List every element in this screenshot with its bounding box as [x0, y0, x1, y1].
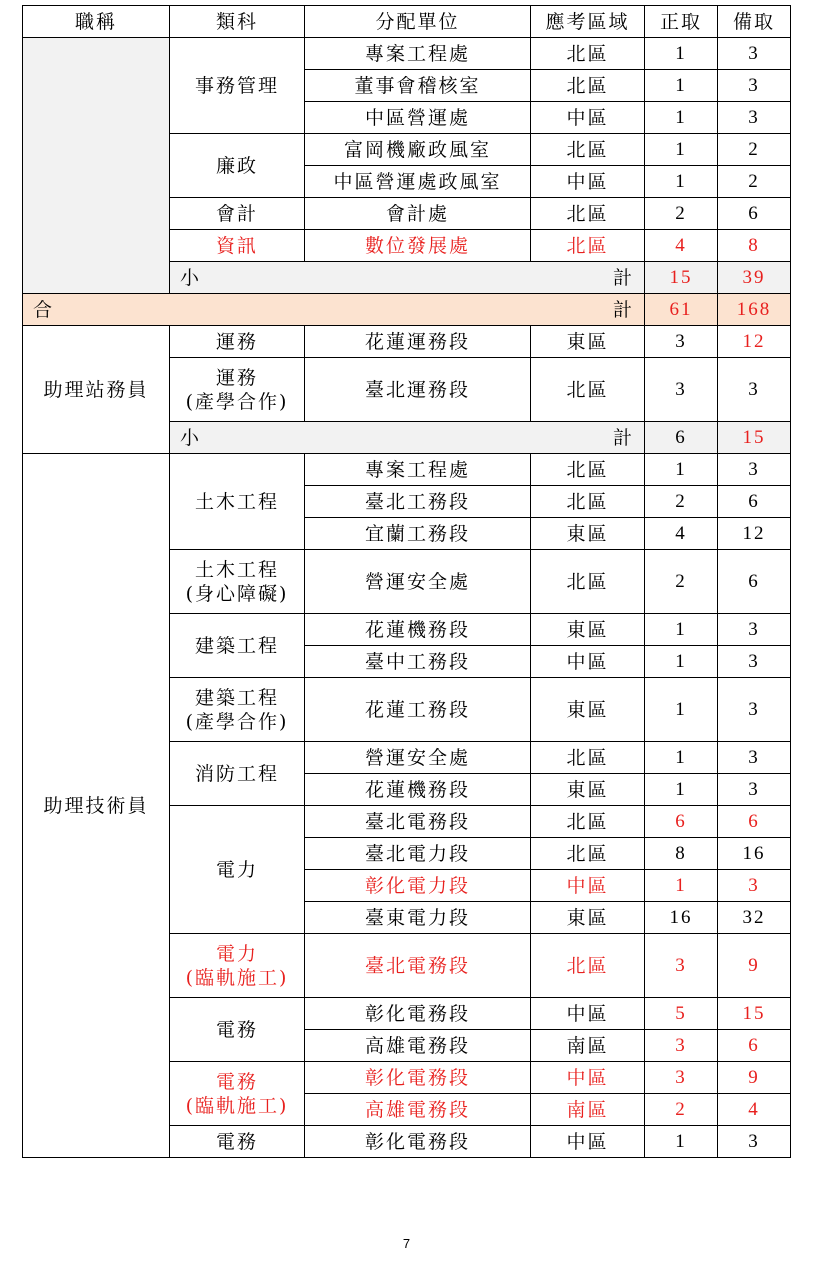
reserve-cell: 12 [718, 326, 791, 358]
region-cell: 北區 [531, 454, 645, 486]
reserve-cell: 6 [718, 486, 791, 518]
reserve-cell: 3 [718, 870, 791, 902]
header-admit: 正取 [645, 6, 718, 38]
admit-cell: 3 [645, 326, 718, 358]
admit-cell: 1 [645, 1126, 718, 1158]
unit-cell: 會計處 [305, 198, 531, 230]
reserve-cell: 3 [718, 614, 791, 646]
region-cell: 東區 [531, 774, 645, 806]
unit-cell: 營運安全處 [305, 550, 531, 614]
admit-cell: 6 [645, 806, 718, 838]
reserve-cell: 3 [718, 70, 791, 102]
unit-cell: 董事會稽核室 [305, 70, 531, 102]
category-cell: 電務 [170, 998, 305, 1062]
region-cell: 南區 [531, 1094, 645, 1126]
admit-cell: 1 [645, 70, 718, 102]
subtotal-left-label: 小 [180, 426, 202, 449]
region-cell: 中區 [531, 646, 645, 678]
subtotal-label-cell [170, 262, 645, 294]
reserve-cell: 8 [718, 230, 791, 262]
reserve-cell: 6 [718, 198, 791, 230]
unit-cell: 臺北電力段 [305, 838, 531, 870]
admit-cell: 8 [645, 838, 718, 870]
category-line2: (臨軌施工) [185, 1094, 289, 1117]
region-cell: 北區 [531, 198, 645, 230]
subtotal-left-label: 小 [180, 266, 202, 289]
category-cell: 建築工程 [170, 614, 305, 678]
category-cell: 消防工程 [170, 742, 305, 806]
reserve-cell: 9 [718, 934, 791, 998]
job-title-cell-empty [23, 38, 170, 294]
reserve-cell: 6 [718, 1030, 791, 1062]
admit-cell: 1 [645, 454, 718, 486]
category-line2: (臨軌施工) [185, 966, 289, 989]
reserve-cell: 6 [718, 806, 791, 838]
admit-cell: 1 [645, 646, 718, 678]
category-cell: 運務 [170, 326, 305, 358]
admit-cell: 3 [645, 1062, 718, 1094]
admit-cell: 3 [645, 934, 718, 998]
reserve-cell: 15 [718, 998, 791, 1030]
admit-cell: 1 [645, 678, 718, 742]
category-cell: 電力 [170, 806, 305, 934]
subtotal-admit: 15 [645, 262, 718, 294]
category-cell: 土木工程 [170, 454, 305, 550]
reserve-cell: 3 [718, 646, 791, 678]
category-line2: (產學合作) [185, 710, 289, 733]
region-cell: 南區 [531, 1030, 645, 1062]
reserve-cell: 3 [718, 102, 791, 134]
unit-cell: 彰化電務段 [305, 1126, 531, 1158]
reserve-cell: 3 [718, 774, 791, 806]
admit-cell: 1 [645, 102, 718, 134]
unit-cell: 專案工程處 [305, 454, 531, 486]
job-title-cell: 助理站務員 [23, 326, 170, 454]
table-row [23, 326, 791, 358]
region-cell: 北區 [531, 70, 645, 102]
region-cell: 中區 [531, 166, 645, 198]
admit-cell: 4 [645, 518, 718, 550]
region-cell: 中區 [531, 870, 645, 902]
unit-cell: 臺北運務段 [305, 358, 531, 422]
category-line1: 電力 [215, 942, 258, 965]
region-cell: 北區 [531, 806, 645, 838]
table-row [23, 454, 791, 486]
subtotal-reserve: 39 [718, 262, 791, 294]
header-title: 職稱 [23, 6, 170, 38]
admit-cell: 1 [645, 134, 718, 166]
unit-cell: 臺中工務段 [305, 646, 531, 678]
admit-cell: 1 [645, 774, 718, 806]
region-cell: 中區 [531, 998, 645, 1030]
unit-cell: 花蓮運務段 [305, 326, 531, 358]
unit-cell: 臺北電務段 [305, 934, 531, 998]
page-number: 7 [402, 1236, 411, 1251]
reserve-cell: 2 [718, 134, 791, 166]
unit-cell: 營運安全處 [305, 742, 531, 774]
recruitment-table [22, 5, 791, 1158]
unit-cell: 宜蘭工務段 [305, 518, 531, 550]
region-cell: 北區 [531, 934, 645, 998]
region-cell: 北區 [531, 358, 645, 422]
reserve-cell: 2 [718, 166, 791, 198]
subtotal-reserve: 15 [718, 422, 791, 454]
admit-cell: 4 [645, 230, 718, 262]
header-region: 應考區域 [531, 6, 645, 38]
header-unit: 分配單位 [305, 6, 531, 38]
category-cell [170, 934, 305, 998]
grand-total-label-cell [23, 294, 645, 326]
unit-cell: 臺北工務段 [305, 486, 531, 518]
category-line2: (身心障礙) [185, 582, 289, 605]
grand-total-reserve: 168 [718, 294, 791, 326]
category-cell: 廉政 [170, 134, 305, 198]
category-line1: 電務 [215, 1070, 258, 1093]
region-cell: 北區 [531, 742, 645, 774]
admit-cell: 1 [645, 870, 718, 902]
reserve-cell: 3 [718, 454, 791, 486]
reserve-cell: 3 [718, 1126, 791, 1158]
admit-cell: 1 [645, 614, 718, 646]
category-cell: 電務 [170, 1126, 305, 1158]
reserve-cell: 12 [718, 518, 791, 550]
subtotal-right-label: 計 [612, 426, 634, 449]
region-cell: 北區 [531, 38, 645, 70]
unit-cell: 花蓮機務段 [305, 614, 531, 646]
subtotal-admit: 6 [645, 422, 718, 454]
category-cell: 事務管理 [170, 38, 305, 134]
unit-cell: 富岡機廠政風室 [305, 134, 531, 166]
grand-total-row [23, 294, 791, 326]
table-row [23, 38, 791, 70]
admit-cell: 3 [645, 358, 718, 422]
category-line1: 土木工程 [194, 558, 279, 581]
admit-cell: 16 [645, 902, 718, 934]
category-cell [170, 358, 305, 422]
admit-cell: 2 [645, 1094, 718, 1126]
region-cell: 北區 [531, 230, 645, 262]
unit-cell: 彰化電力段 [305, 870, 531, 902]
unit-cell: 專案工程處 [305, 38, 531, 70]
region-cell: 北區 [531, 838, 645, 870]
admit-cell: 2 [645, 198, 718, 230]
admit-cell: 3 [645, 1030, 718, 1062]
category-line1: 建築工程 [194, 686, 279, 709]
region-cell: 中區 [531, 1126, 645, 1158]
region-cell: 中區 [531, 102, 645, 134]
grand-total-left-label: 合 [33, 298, 55, 321]
subtotal-right-label: 計 [612, 266, 634, 289]
unit-cell: 高雄電務段 [305, 1094, 531, 1126]
reserve-cell: 3 [718, 358, 791, 422]
region-cell: 北區 [531, 134, 645, 166]
grand-total-admit: 61 [645, 294, 718, 326]
unit-cell: 彰化電務段 [305, 1062, 531, 1094]
header-row [23, 6, 791, 38]
reserve-cell: 9 [718, 1062, 791, 1094]
category-cell [170, 1062, 305, 1126]
admit-cell: 5 [645, 998, 718, 1030]
category-cell: 資訊 [170, 230, 305, 262]
reserve-cell: 4 [718, 1094, 791, 1126]
subtotal-label-cell [170, 422, 645, 454]
region-cell: 東區 [531, 678, 645, 742]
region-cell: 東區 [531, 614, 645, 646]
header-category: 類科 [170, 6, 305, 38]
unit-cell: 臺北電務段 [305, 806, 531, 838]
header-reserve: 備取 [718, 6, 791, 38]
admit-cell: 1 [645, 38, 718, 70]
unit-cell: 中區營運處政風室 [305, 166, 531, 198]
region-cell: 北區 [531, 550, 645, 614]
unit-cell: 花蓮工務段 [305, 678, 531, 742]
reserve-cell: 32 [718, 902, 791, 934]
unit-cell: 彰化電務段 [305, 998, 531, 1030]
admit-cell: 1 [645, 742, 718, 774]
admit-cell: 1 [645, 166, 718, 198]
category-cell [170, 678, 305, 742]
reserve-cell: 3 [718, 38, 791, 70]
region-cell: 東區 [531, 518, 645, 550]
admit-cell: 2 [645, 486, 718, 518]
unit-cell: 花蓮機務段 [305, 774, 531, 806]
region-cell: 東區 [531, 326, 645, 358]
category-cell [170, 550, 305, 614]
unit-cell: 臺東電力段 [305, 902, 531, 934]
admit-cell: 2 [645, 550, 718, 614]
reserve-cell: 16 [718, 838, 791, 870]
region-cell: 東區 [531, 902, 645, 934]
job-title-cell: 助理技術員 [23, 454, 170, 1158]
unit-cell: 中區營運處 [305, 102, 531, 134]
reserve-cell: 6 [718, 550, 791, 614]
reserve-cell: 3 [718, 742, 791, 774]
unit-cell: 高雄電務段 [305, 1030, 531, 1062]
region-cell: 北區 [531, 486, 645, 518]
grand-total-right-label: 計 [612, 298, 634, 321]
category-line1: 運務 [215, 366, 258, 389]
reserve-cell: 3 [718, 678, 791, 742]
region-cell: 中區 [531, 1062, 645, 1094]
category-line2: (產學合作) [185, 390, 289, 413]
category-cell: 會計 [170, 198, 305, 230]
unit-cell: 數位發展處 [305, 230, 531, 262]
